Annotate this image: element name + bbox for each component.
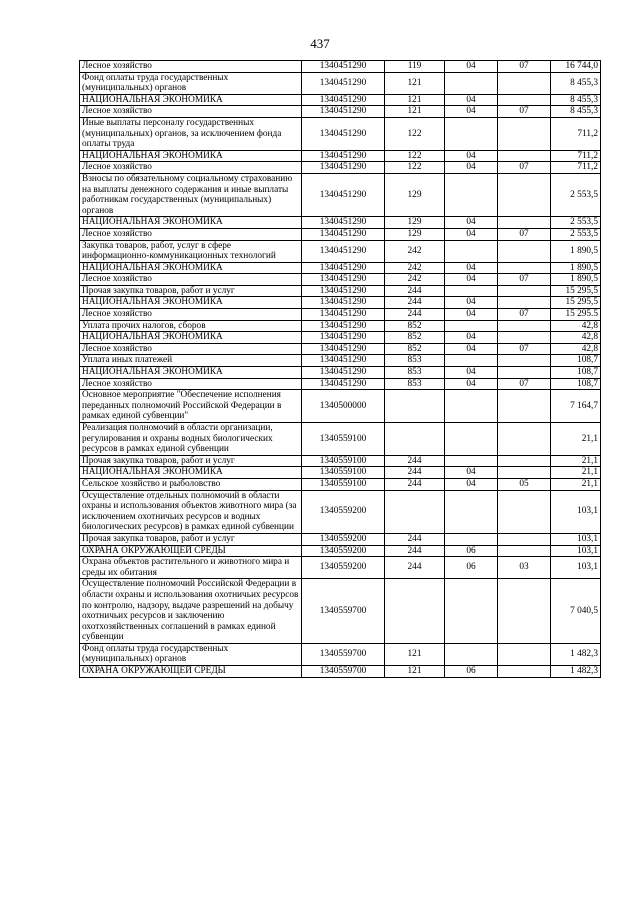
target-article-cell: 1340451290 [302, 378, 385, 390]
item-name-cell: Фонд оплаты труда государственных (муниципальных) органов [80, 643, 302, 665]
table-row [80, 355, 601, 367]
amount-cell: 21,1 [551, 423, 601, 456]
table-row [80, 106, 601, 118]
target-article-cell: 1340451290 [302, 320, 385, 332]
amount-cell: 108,7 [551, 378, 601, 390]
amount-cell: 8 455,3 [551, 72, 601, 94]
section-cell: 06 [445, 557, 498, 579]
amount-cell: 42,8 [551, 332, 601, 344]
table-row [80, 343, 601, 355]
subsection-cell: 07 [498, 309, 551, 321]
amount-cell: 16 744,0 [551, 61, 601, 73]
expense-type-cell: 119 [385, 61, 445, 73]
table-row [80, 94, 601, 106]
budget-table [79, 60, 601, 678]
target-article-cell: 1340451290 [302, 309, 385, 321]
table-row [80, 162, 601, 174]
table-row [80, 274, 601, 286]
amount-cell: 711,2 [551, 117, 601, 150]
item-name-cell: Лесное хозяйство [80, 61, 302, 73]
amount-cell: 8 455,3 [551, 94, 601, 106]
subsection-cell: 03 [498, 557, 551, 579]
target-article-cell: 1340559100 [302, 423, 385, 456]
section-cell [445, 320, 498, 332]
subsection-cell [498, 117, 551, 150]
target-article-cell: 1340451290 [302, 72, 385, 94]
item-name-cell: Закупка товаров, работ, услуг в сфере информационно-коммуникационных технологий [80, 240, 302, 262]
section-cell: 04 [445, 262, 498, 274]
subsection-cell: 07 [498, 162, 551, 174]
expense-type-cell: 244 [385, 467, 445, 479]
section-cell [445, 455, 498, 467]
target-article-cell: 1340451290 [302, 343, 385, 355]
expense-type-cell: 244 [385, 478, 445, 490]
table-row [80, 309, 601, 321]
item-name-cell: Осуществление отдельных полномочий в области охраны и использования объектов животного мира (за исключением охотничьих ресурсов и водных биологических ресурсов) в рамках единой субвенции [80, 490, 302, 533]
subsection-cell [498, 579, 551, 644]
section-cell [445, 285, 498, 297]
section-cell [445, 643, 498, 665]
section-cell: 04 [445, 297, 498, 309]
expense-type-cell [385, 490, 445, 533]
amount-cell: 42,8 [551, 343, 601, 355]
table-row [80, 150, 601, 162]
amount-cell: 7 040,5 [551, 579, 601, 644]
target-article-cell: 1340451290 [302, 150, 385, 162]
table-row [80, 423, 601, 456]
table-row [80, 262, 601, 274]
target-article-cell: 1340451290 [302, 262, 385, 274]
item-name-cell: Осуществление полномочий Российской Федерации в области охраны и использования охотничьих ресурсов по контролю, надзору, выдаче разрешений на добычу охотничьих ресурсов и заключению охотхозяйственных соглашений в рамках единой субвенции [80, 579, 302, 644]
amount-cell: 15 295,5 [551, 285, 601, 297]
expense-type-cell: 121 [385, 666, 445, 678]
subsection-cell: 05 [498, 478, 551, 490]
expense-type-cell: 121 [385, 94, 445, 106]
table-row [80, 390, 601, 423]
page-number: 437 [310, 36, 330, 51]
section-cell [445, 579, 498, 644]
item-name-cell: Взносы по обязательному социальному страхованию на выплаты денежного содержания и иные выплаты работникам государственных (муниципальных) органов [80, 173, 302, 216]
expense-type-cell [385, 423, 445, 456]
table-row [80, 579, 601, 644]
item-name-cell: НАЦИОНАЛЬНАЯ ЭКОНОМИКА [80, 297, 302, 309]
amount-cell: 2 553,5 [551, 228, 601, 240]
section-cell: 04 [445, 162, 498, 174]
target-article-cell: 1340451290 [302, 240, 385, 262]
table-body [80, 61, 601, 678]
section-cell [445, 173, 498, 216]
target-article-cell: 1340559200 [302, 545, 385, 557]
expense-type-cell: 122 [385, 162, 445, 174]
table-row [80, 545, 601, 557]
expense-type-cell: 122 [385, 150, 445, 162]
table-row [80, 173, 601, 216]
amount-cell: 108,7 [551, 367, 601, 379]
amount-cell: 1 482,3 [551, 643, 601, 665]
item-name-cell: Охрана объектов растительного и животного мира и среды их обитания [80, 557, 302, 579]
subsection-cell [498, 355, 551, 367]
section-cell: 04 [445, 217, 498, 229]
table-row [80, 228, 601, 240]
subsection-cell [498, 94, 551, 106]
item-name-cell: Иные выплаты персоналу государственных (муниципальных) органов, за исключением фонда оплаты труда [80, 117, 302, 150]
table-row [80, 455, 601, 467]
amount-cell: 103,1 [551, 545, 601, 557]
section-cell [445, 533, 498, 545]
subsection-cell: 07 [498, 61, 551, 73]
section-cell: 04 [445, 274, 498, 286]
expense-type-cell: 244 [385, 309, 445, 321]
expense-type-cell: 244 [385, 533, 445, 545]
target-article-cell: 1340500000 [302, 390, 385, 423]
expense-type-cell: 852 [385, 332, 445, 344]
item-name-cell: Основное мероприятие "Обеспечение исполнения переданных полномочий Российской Федерации в рамках единой субвенции" [80, 390, 302, 423]
expense-type-cell [385, 579, 445, 644]
target-article-cell: 1340451290 [302, 355, 385, 367]
subsection-cell [498, 545, 551, 557]
section-cell [445, 117, 498, 150]
expense-type-cell: 853 [385, 378, 445, 390]
expense-type-cell: 242 [385, 262, 445, 274]
amount-cell: 711,2 [551, 150, 601, 162]
table-row [80, 643, 601, 665]
target-article-cell: 1340559100 [302, 467, 385, 479]
section-cell: 04 [445, 228, 498, 240]
item-name-cell: Сельское хозяйство и рыболовство [80, 478, 302, 490]
target-article-cell: 1340451290 [302, 61, 385, 73]
amount-cell: 42,8 [551, 320, 601, 332]
subsection-cell [498, 240, 551, 262]
expense-type-cell: 121 [385, 643, 445, 665]
expense-type-cell: 129 [385, 217, 445, 229]
subsection-cell [498, 72, 551, 94]
subsection-cell [498, 533, 551, 545]
item-name-cell: Прочая закупка товаров, работ и услуг [80, 285, 302, 297]
table-row [80, 533, 601, 545]
subsection-cell [498, 423, 551, 456]
section-cell: 04 [445, 378, 498, 390]
expense-type-cell: 244 [385, 297, 445, 309]
expense-type-cell: 852 [385, 343, 445, 355]
expense-type-cell: 121 [385, 72, 445, 94]
item-name-cell: Лесное хозяйство [80, 274, 302, 286]
table-row [80, 61, 601, 73]
expense-type-cell: 853 [385, 355, 445, 367]
subsection-cell [498, 666, 551, 678]
target-article-cell: 1340451290 [302, 332, 385, 344]
table-row [80, 117, 601, 150]
table-row [80, 378, 601, 390]
expense-type-cell: 122 [385, 117, 445, 150]
subsection-cell [498, 455, 551, 467]
section-cell: 06 [445, 666, 498, 678]
subsection-cell [498, 320, 551, 332]
item-name-cell: Лесное хозяйство [80, 378, 302, 390]
amount-cell: 21,1 [551, 455, 601, 467]
amount-cell: 1 890,5 [551, 262, 601, 274]
table-row [80, 285, 601, 297]
item-name-cell: НАЦИОНАЛЬНАЯ ЭКОНОМИКА [80, 94, 302, 106]
subsection-cell [498, 390, 551, 423]
section-cell: 04 [445, 478, 498, 490]
item-name-cell: ОХРАНА ОКРУЖАЮЩЕЙ СРЕДЫ [80, 666, 302, 678]
subsection-cell [498, 643, 551, 665]
expense-type-cell: 853 [385, 367, 445, 379]
amount-cell: 103,1 [551, 533, 601, 545]
table-row [80, 666, 601, 678]
subsection-cell [498, 467, 551, 479]
item-name-cell: Уплата прочих налогов, сборов [80, 320, 302, 332]
subsection-cell [498, 367, 551, 379]
target-article-cell: 1340451290 [302, 274, 385, 286]
item-name-cell: Лесное хозяйство [80, 228, 302, 240]
amount-cell: 711,2 [551, 162, 601, 174]
item-name-cell: Лесное хозяйство [80, 309, 302, 321]
item-name-cell: НАЦИОНАЛЬНАЯ ЭКОНОМИКА [80, 367, 302, 379]
target-article-cell: 1340451290 [302, 228, 385, 240]
item-name-cell: Прочая закупка товаров, работ и услуг [80, 533, 302, 545]
section-cell [445, 423, 498, 456]
section-cell: 04 [445, 309, 498, 321]
expense-type-cell: 129 [385, 228, 445, 240]
item-name-cell: НАЦИОНАЛЬНАЯ ЭКОНОМИКА [80, 262, 302, 274]
target-article-cell: 1340451290 [302, 367, 385, 379]
subsection-cell [498, 217, 551, 229]
subsection-cell [498, 285, 551, 297]
subsection-cell [498, 332, 551, 344]
target-article-cell: 1340559200 [302, 490, 385, 533]
expense-type-cell: 129 [385, 173, 445, 216]
item-name-cell: ОХРАНА ОКРУЖАЮЩЕЙ СРЕДЫ [80, 545, 302, 557]
table-row [80, 320, 601, 332]
expense-type-cell: 244 [385, 455, 445, 467]
target-article-cell: 1340559700 [302, 643, 385, 665]
section-cell [445, 72, 498, 94]
target-article-cell: 1340451290 [302, 162, 385, 174]
section-cell: 04 [445, 367, 498, 379]
target-article-cell: 1340451290 [302, 94, 385, 106]
expense-type-cell: 121 [385, 106, 445, 118]
target-article-cell: 1340559100 [302, 478, 385, 490]
table-row [80, 72, 601, 94]
target-article-cell: 1340451290 [302, 173, 385, 216]
subsection-cell: 07 [498, 378, 551, 390]
amount-cell: 8 455,3 [551, 106, 601, 118]
amount-cell: 103,1 [551, 557, 601, 579]
item-name-cell: НАЦИОНАЛЬНАЯ ЭКОНОМИКА [80, 332, 302, 344]
amount-cell: 15 295,5 [551, 297, 601, 309]
item-name-cell: Прочая закупка товаров, работ и услуг [80, 455, 302, 467]
amount-cell: 1 482,3 [551, 666, 601, 678]
amount-cell: 1 890,5 [551, 274, 601, 286]
amount-cell: 1 890,5 [551, 240, 601, 262]
section-cell: 04 [445, 61, 498, 73]
item-name-cell: Уплата иных платежей [80, 355, 302, 367]
section-cell [445, 355, 498, 367]
expense-type-cell: 852 [385, 320, 445, 332]
section-cell [445, 390, 498, 423]
section-cell: 04 [445, 343, 498, 355]
table-row [80, 240, 601, 262]
section-cell: 06 [445, 545, 498, 557]
amount-cell: 2 553,5 [551, 173, 601, 216]
section-cell: 04 [445, 467, 498, 479]
item-name-cell: Фонд оплаты труда государственных (муниципальных) органов [80, 72, 302, 94]
target-article-cell: 1340451290 [302, 106, 385, 118]
target-article-cell: 1340559700 [302, 579, 385, 644]
subsection-cell: 07 [498, 106, 551, 118]
item-name-cell: НАЦИОНАЛЬНАЯ ЭКОНОМИКА [80, 150, 302, 162]
section-cell: 04 [445, 150, 498, 162]
item-name-cell: НАЦИОНАЛЬНАЯ ЭКОНОМИКА [80, 467, 302, 479]
item-name-cell: Реализация полномочий в области организации, регулирования и охраны водных биологических ресурсов в рамках единой субвенции [80, 423, 302, 456]
subsection-cell [498, 173, 551, 216]
item-name-cell: Лесное хозяйство [80, 106, 302, 118]
target-article-cell: 1340451290 [302, 117, 385, 150]
section-cell [445, 240, 498, 262]
expense-type-cell [385, 390, 445, 423]
expense-type-cell: 244 [385, 557, 445, 579]
table-row [80, 217, 601, 229]
table-row [80, 478, 601, 490]
amount-cell: 15 295.5 [551, 309, 601, 321]
amount-cell: 103,1 [551, 490, 601, 533]
subsection-cell: 07 [498, 343, 551, 355]
subsection-cell [498, 262, 551, 274]
target-article-cell: 1340559200 [302, 557, 385, 579]
target-article-cell: 1340451290 [302, 217, 385, 229]
table-row [80, 467, 601, 479]
table-row [80, 297, 601, 309]
amount-cell: 7 164,7 [551, 390, 601, 423]
amount-cell: 2 553,5 [551, 217, 601, 229]
amount-cell: 108,7 [551, 355, 601, 367]
expense-type-cell: 244 [385, 545, 445, 557]
item-name-cell: Лесное хозяйство [80, 162, 302, 174]
target-article-cell: 1340559200 [302, 533, 385, 545]
expense-type-cell: 242 [385, 240, 445, 262]
subsection-cell: 07 [498, 274, 551, 286]
target-article-cell: 1340559700 [302, 666, 385, 678]
subsection-cell: 07 [498, 228, 551, 240]
target-article-cell: 1340451290 [302, 297, 385, 309]
item-name-cell: Лесное хозяйство [80, 343, 302, 355]
subsection-cell [498, 490, 551, 533]
table-row [80, 332, 601, 344]
item-name-cell: НАЦИОНАЛЬНАЯ ЭКОНОМИКА [80, 217, 302, 229]
amount-cell: 21,1 [551, 467, 601, 479]
subsection-cell [498, 150, 551, 162]
table-row [80, 490, 601, 533]
subsection-cell [498, 297, 551, 309]
target-article-cell: 1340559100 [302, 455, 385, 467]
table-row [80, 557, 601, 579]
target-article-cell: 1340451290 [302, 285, 385, 297]
section-cell: 04 [445, 94, 498, 106]
expense-type-cell: 244 [385, 285, 445, 297]
amount-cell: 21,1 [551, 478, 601, 490]
section-cell [445, 490, 498, 533]
section-cell: 04 [445, 106, 498, 118]
section-cell: 04 [445, 332, 498, 344]
table-row [80, 367, 601, 379]
expense-type-cell: 242 [385, 274, 445, 286]
